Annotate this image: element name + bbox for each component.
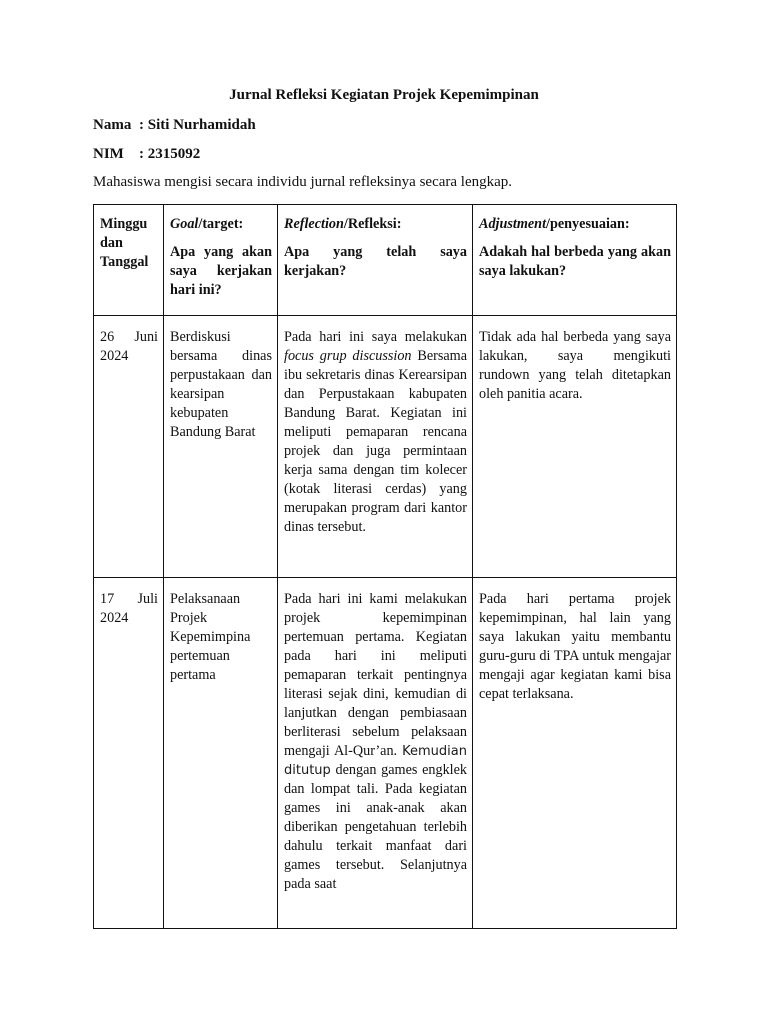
name-label: Nama [93, 117, 132, 133]
header-goal-title: Goal/target: [170, 216, 244, 232]
header-goal-question: Apa yang akan saya kerjakan hari ini? [170, 244, 272, 298]
header-reflection-title: Reflection/Refleksi: [284, 216, 402, 232]
document-title: Jurnal Refleksi Kegiatan Projek Kepemimpinan [229, 87, 539, 103]
table-row [94, 578, 677, 929]
instruction-text: Mahasiswa mengisi secara individu jurnal refleksinya secara lengkap. [93, 174, 513, 190]
header-reflection-question: Apa yang telah saya kerjakan? [284, 244, 467, 279]
header-adjustment-question: Adakah hal berbeda yang akan saya lakukan? [479, 244, 671, 279]
nim-label: NIM [93, 146, 124, 162]
row-reflection-handwritten: Kemudian ditutup [284, 744, 467, 778]
reflection-journal-table [93, 204, 677, 929]
row-reflection: Pada hari ini kami melakukan projek kepemimpinan pertemuan pertama. Kegiatan pada hari ini meliputi pemaparan terkait pentingnya literasi sejak dini, kemudian di lanjutkan dengan pembiasaan berliterasi sebelum pelaksaan mengaji Al-Qur’an. Kemudian ditutup dengan games engklek dan lompat tali. Pada kegiatan games ini anak-anak akan diberikan pengetahuan terlebih dahulu terkait manfaat dari games tersebut. Selanjutnya pada saat [278, 578, 473, 929]
name-line [93, 117, 256, 134]
row-goal: Pelaksanaan Projek Kepemimpina pertemuan pertama [164, 578, 278, 929]
name-value: : Siti Nurhamidah [139, 117, 256, 133]
header-goal [164, 205, 278, 316]
nim-line [93, 146, 200, 163]
table-row [94, 316, 677, 578]
row-reflection-italic: focus grup discussion [284, 348, 412, 364]
row-date-day: 26 Juni [100, 329, 158, 345]
row-date-day: 17 Juli [100, 591, 158, 607]
row-goal: Berdiskusi bersama dinas perpustakaan dan kearsipan kebupaten Bandung Barat [164, 316, 278, 578]
nim-value: : 2315092 [139, 146, 201, 162]
header-adjustment [473, 205, 677, 316]
header-adjustment-title: Adjustment/penyesuaian: [479, 216, 630, 232]
table-header-row [94, 205, 677, 316]
header-week-date [94, 205, 164, 316]
row-adjustment: Tidak ada hal berbeda yang saya lakukan, saya mengikuti rundown yang telah ditetapkan oleh panitia acara. [473, 316, 677, 578]
header-week-date-label: Minggu dan Tanggal [100, 216, 149, 270]
row-date [94, 316, 164, 578]
row-date [94, 578, 164, 929]
header-reflection [278, 205, 473, 316]
row-date-year: 2024 [100, 348, 129, 364]
row-reflection: Pada hari ini saya melakukan focus grup discussion Bersama ibu sekretaris dinas Kerearsipan dan Perpustakaan kabupaten Bandung Barat. Kegiatan ini meliputi pemaparan rencana projek dan juga permintaan kerja sama dengan tim kolecer (kotak literasi cerdas) yang merupakan program dari kantor dinas tersebut. [278, 316, 473, 578]
row-date-year: 2024 [100, 610, 129, 626]
row-adjustment: Pada hari pertama projek kepemimpinan, hal lain yang saya lakukan yaitu membantu guru-guru di TPA untuk mengajar mengaji agar kegiatan kami bisa cepat terlaksana. [473, 578, 677, 929]
